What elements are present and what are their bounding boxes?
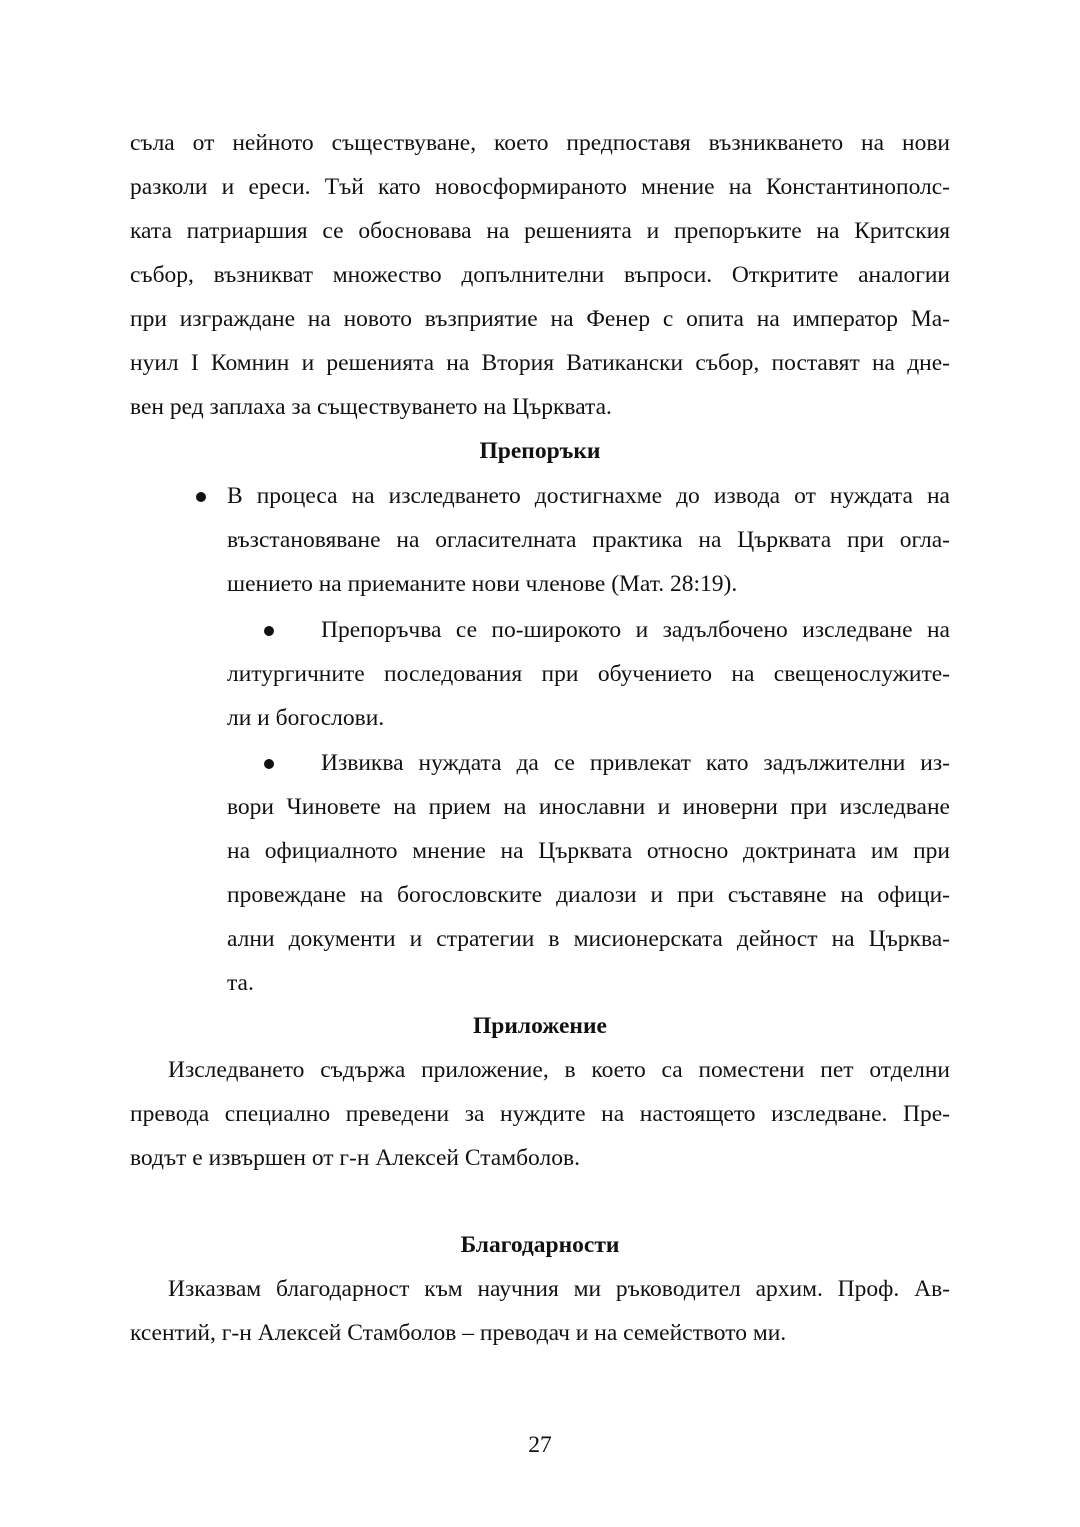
- text-line: превода специално преведени за нуждите на настоящето изследване. Пре-: [130, 1101, 950, 1127]
- text-line: ката патриаршия се обосновава на решенията и препоръките на Критския: [130, 218, 950, 244]
- text-line: Изследването съдържа приложение, в което са поместени пет отделни: [168, 1057, 950, 1083]
- page-number: 27: [528, 1432, 552, 1458]
- text-line: провеждане на богословските диалози и при съставяне на офици-: [227, 882, 950, 908]
- text-line: литургичните последования при обучението на свещенослужите-: [227, 661, 950, 687]
- text-line: Извиква нуждата да се привлекат като задължителни из-: [321, 750, 950, 776]
- text-line: нуил I Комнин и решенията на Втория Ватикански събор, поставят на дне-: [130, 350, 950, 376]
- text-line: та.: [227, 970, 254, 996]
- text-line: ли и богослови.: [227, 705, 385, 731]
- text-line: ксентий, г-н Алексей Стамболов – преводач и на семейството ми.: [130, 1320, 787, 1346]
- text-line: В процеса на изследването достигнахме до извода от нуждата на: [227, 483, 950, 509]
- text-line: събор, възникват множество допълнителни въпроси. Откритите аналогии: [130, 262, 950, 288]
- text-line: водът е извършен от г-н Алексей Стамболов.: [130, 1145, 580, 1171]
- bullet-icon: [264, 626, 274, 636]
- text-line: вори Чиновете на прием на инославни и иноверни при изследване: [227, 794, 950, 820]
- text-line: ални документи и стратегии в мисионерската дейност на Църква-: [227, 926, 950, 952]
- text-line: Препоръчва се по-широкото и задълбочено изследване на: [321, 617, 950, 643]
- recommendations-heading: Препоръки: [479, 438, 601, 464]
- text-line: разколи и ереси. Тъй като новосформираното мнение на Константинополс-: [130, 174, 950, 200]
- text-line: Изказвам благодарност към научния ми ръководител архим. Проф. Ав-: [168, 1276, 950, 1302]
- text-line: на официалното мнение на Църквата относно доктрината им при: [227, 838, 950, 864]
- bullet-icon: [196, 492, 206, 502]
- acknowledgements-heading: Благодарности: [460, 1232, 620, 1258]
- text-line: възстановяване на огласителната практика на Църквата при огла-: [227, 527, 950, 553]
- text-line: шението на приеманите нови членове (Мат. 28:19).: [227, 571, 738, 597]
- appendix-heading: Приложение: [473, 1013, 607, 1039]
- text-line: вен ред заплаха за съществуването на Църквата.: [130, 394, 612, 420]
- text-line: при изграждане на новото възприятие на Фенер с опита на император Ма-: [130, 306, 950, 332]
- text-line: съла от нейното съществуване, което предпоставя възникването на нови: [130, 130, 950, 156]
- bullet-icon: [264, 759, 274, 769]
